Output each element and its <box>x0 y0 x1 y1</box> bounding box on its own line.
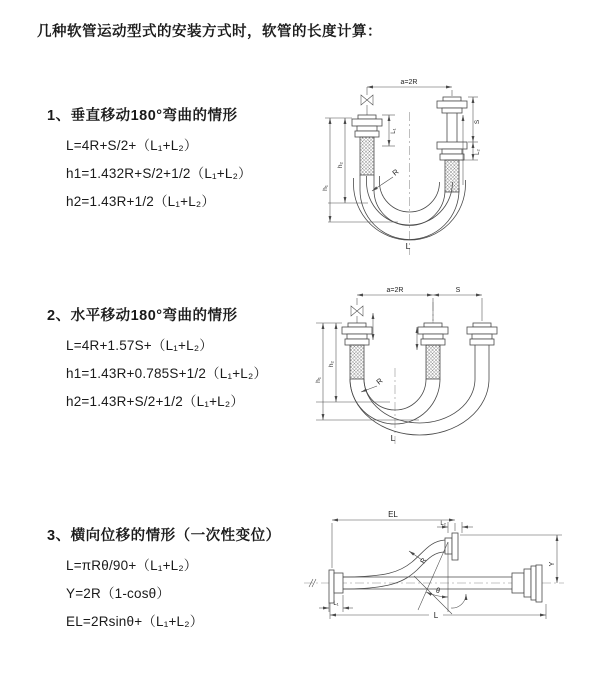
d1-dim-l2-label: L₂ <box>475 149 481 155</box>
section-heading: 2、水平移动180°弯曲的情形 <box>47 308 238 324</box>
page-title: 几种软管运动型式的安装方式时，软管的长度计算： <box>37 24 382 40</box>
valve-icon <box>361 87 373 115</box>
formula-line: h1=1.432R+S/2+1/2（L₁+L₂） <box>66 166 252 181</box>
d1-dim-a2r-label: a=2R <box>400 79 418 86</box>
flange-right-upper <box>445 533 458 560</box>
formula-line: L=4R+S/2+（L₁+L₂） <box>66 138 198 153</box>
hose-displaced-position <box>343 540 445 589</box>
formula-line: L=πRθ/90+（L₁+L₂） <box>66 558 198 573</box>
diagram-horizontal-bend <box>300 282 510 454</box>
formula-line: Y=2R（1-cosθ） <box>66 586 171 601</box>
d2-dim-a2r-label: a=2R <box>386 287 404 294</box>
hose-fitting-right <box>437 97 467 192</box>
braid-section <box>350 345 364 379</box>
formula-line: EL=2Rsinθ+（L₁+L₂） <box>66 614 204 629</box>
hose-fitting-right <box>467 323 497 379</box>
formula-line: h2=1.43R+S/2+1/2（L₁+L₂） <box>66 394 245 409</box>
valve-icon <box>351 306 363 323</box>
d3-dim-y-label: Y <box>549 561 556 567</box>
d1-length-label: L <box>405 241 411 251</box>
hose-fitting-left <box>352 115 382 175</box>
section-heading: 1、垂直移动180°弯曲的情形 <box>47 108 238 124</box>
diagram-lateral-displacement <box>296 500 600 650</box>
d2-dim-h1-label: h₁ <box>315 377 322 383</box>
d2-dim-s-label: S <box>455 287 461 294</box>
formula-line: L=4R+1.57S+（L₁+L₂） <box>66 338 213 353</box>
hose-fitting-middle <box>418 323 448 379</box>
d1-dim-l1-label: L₁ <box>391 128 397 134</box>
d2-radius-label: R <box>374 376 385 387</box>
braid-section <box>426 345 440 379</box>
d3-theta-label: θ <box>436 588 440 595</box>
d1-radius-label: R <box>390 167 401 178</box>
d3-radius-label: R <box>419 557 429 565</box>
hose-u-bend <box>350 379 489 435</box>
d1-dim-s-label: S <box>474 119 481 125</box>
flange-right-lower <box>512 565 542 602</box>
formula-line: h2=1.43R+1/2（L₁+L₂） <box>66 194 216 209</box>
d2-length-label: L <box>390 433 396 443</box>
diagram-vertical-bend <box>315 70 495 260</box>
d3-dim-l2-label: L₂ <box>440 521 446 527</box>
d1-dim-h1-label: h₁ <box>322 185 329 191</box>
d3-length-label: L <box>433 611 439 620</box>
hose-fitting-left <box>342 323 372 379</box>
flange-left <box>329 570 343 603</box>
d3-dim-el-label: EL <box>388 510 398 519</box>
d3-dim-l1-label: L₁ <box>333 601 339 607</box>
section-heading: 3、横向位移的情形（一次性变位） <box>47 528 281 544</box>
d1-dim-h2-label: h₂ <box>337 161 344 169</box>
braid-section <box>360 137 374 175</box>
formula-line: h1=1.43R+0.785S+1/2（L₁+L₂） <box>66 366 268 381</box>
d2-dim-h2-label: h₂ <box>328 360 335 368</box>
